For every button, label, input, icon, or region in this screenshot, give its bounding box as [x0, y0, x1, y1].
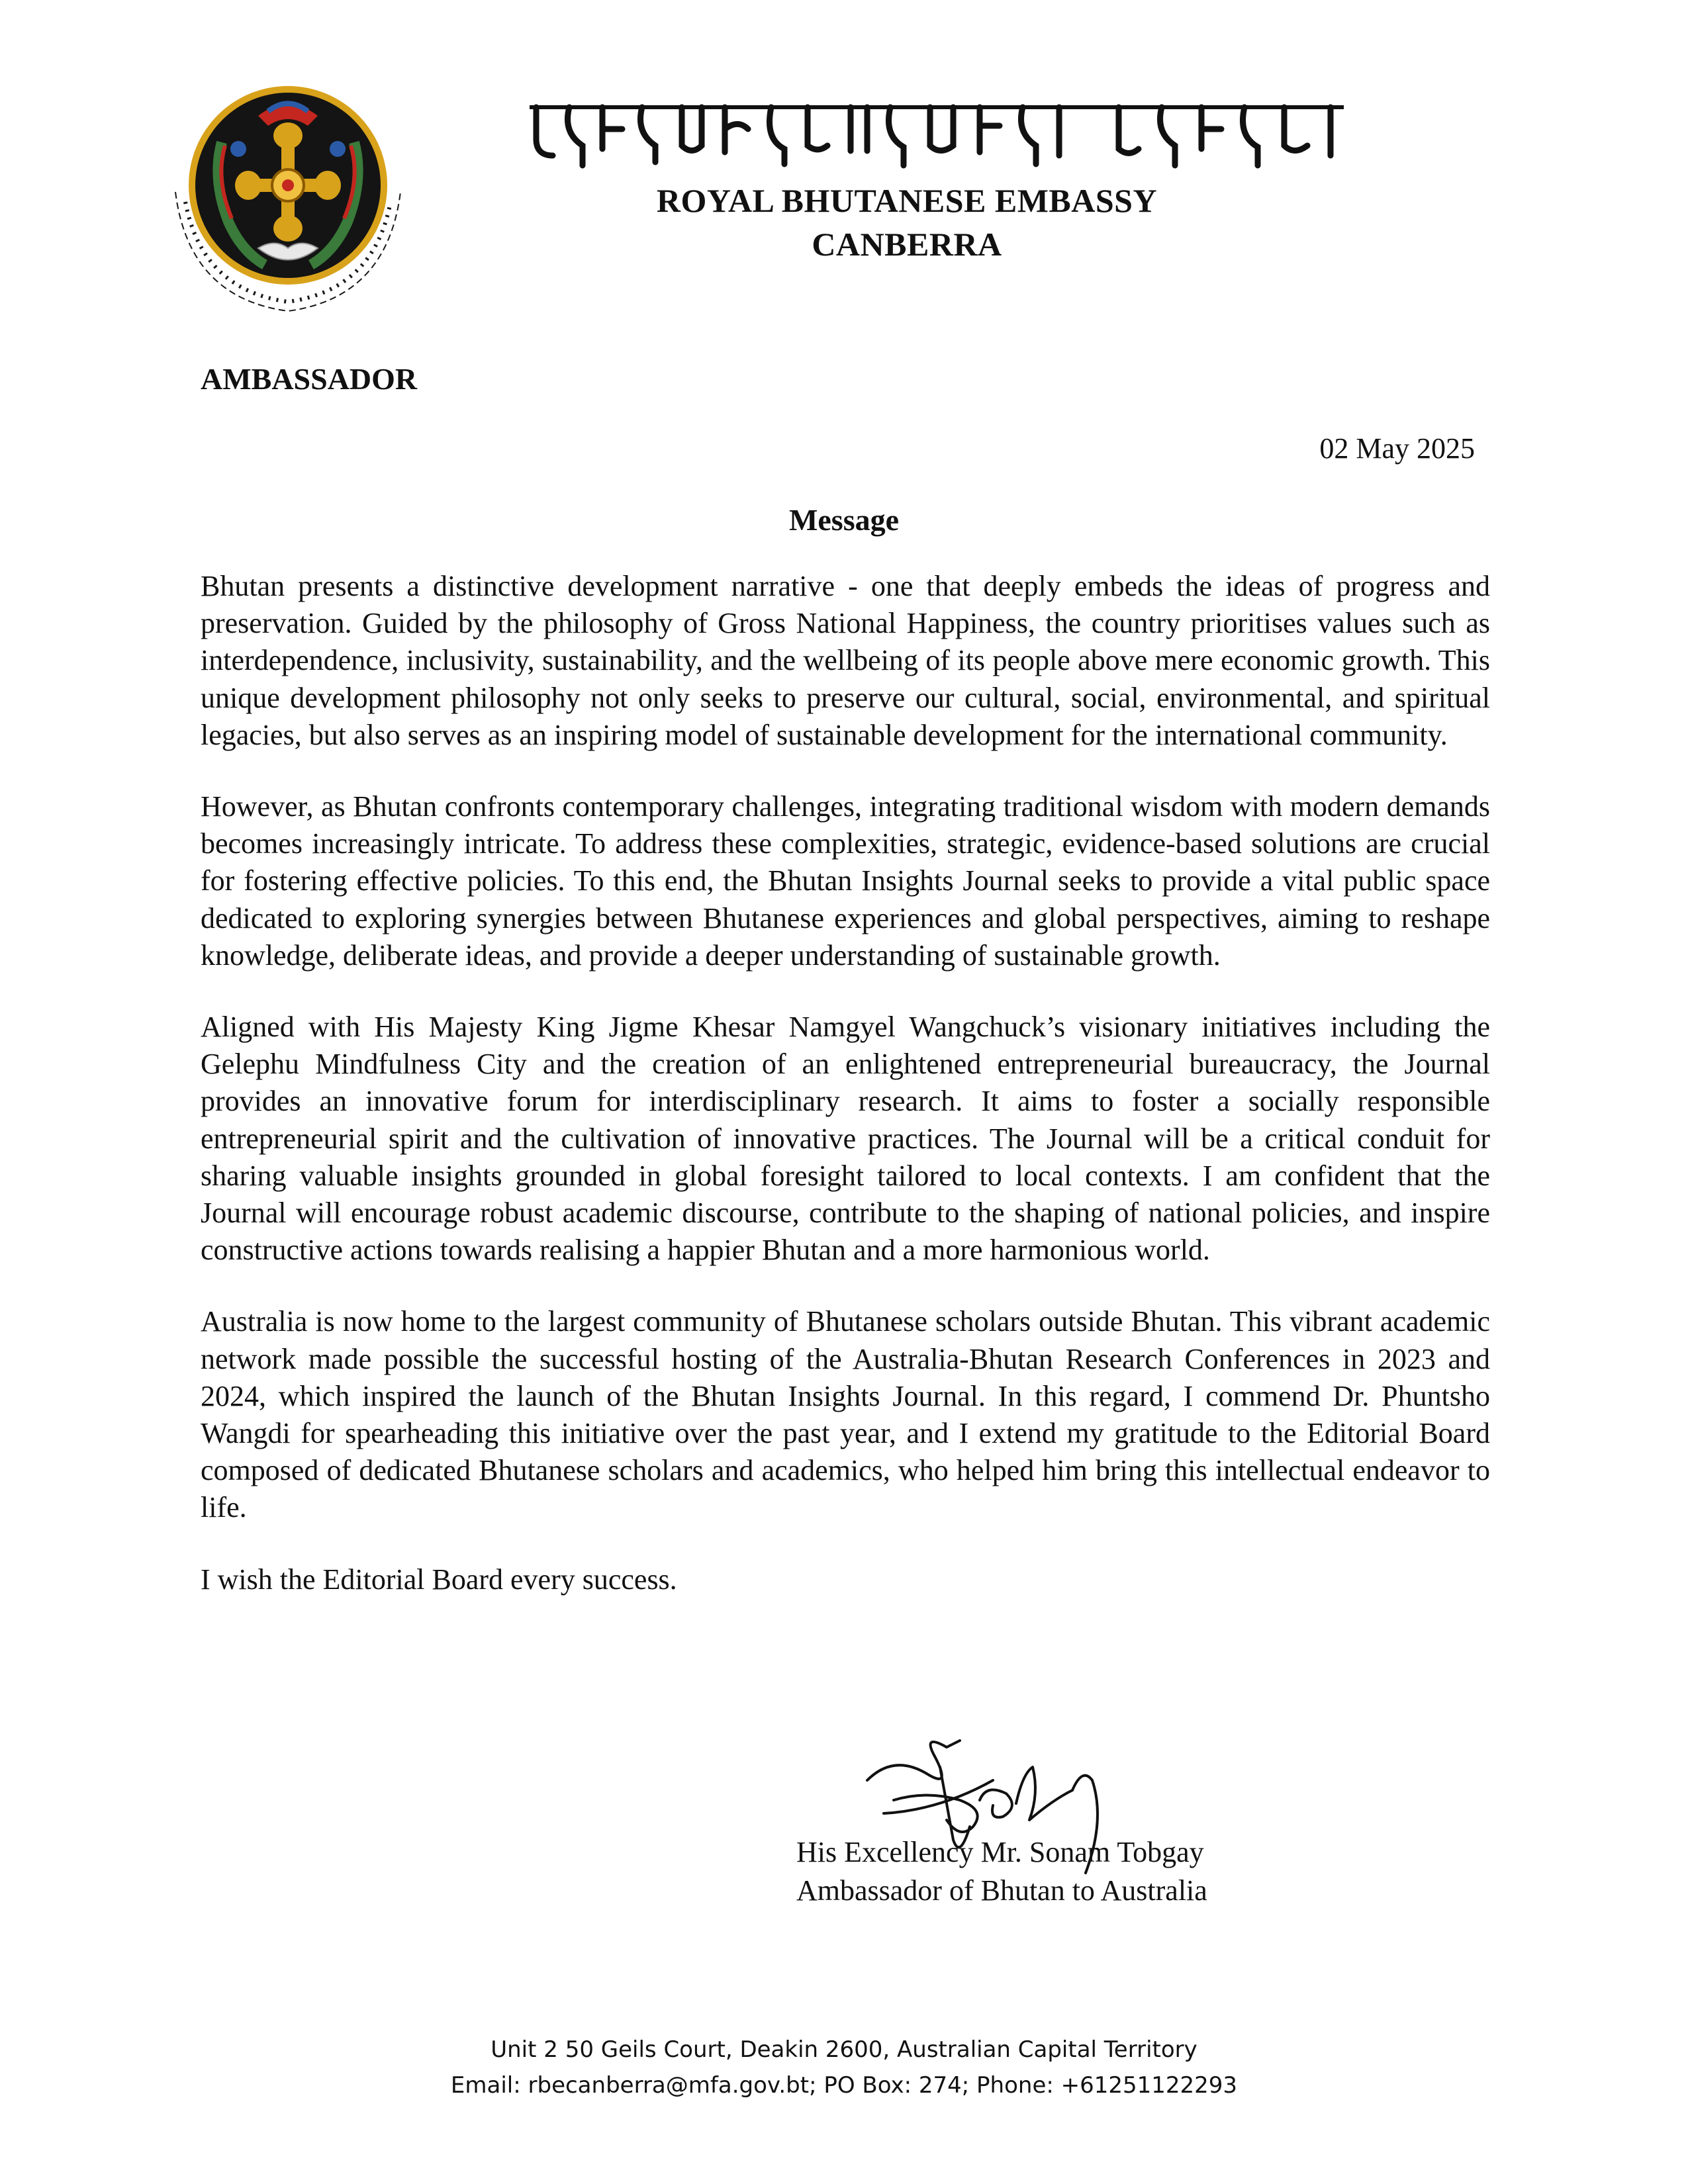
paragraph-4: Australia is now home to the largest community of Bhutanese scholars outside Bhutan. This vibrant academic network made possible the successful hosting of the Australia-Bhutan Research Conferences in 2023 and 2024, which inspired the launch of the Bhutan Insights Journal. In this regard, I commend Dr. Phuntsho Wangdi for spearheading this initiative over the past year, and I extend my gratitude to the Editorial Board composed of dedicated Bhutanese scholars and academics, who helped him bring this intellectual endeavor to life.	[201, 1305, 1490, 1524]
paragraph-2: However, as Bhutan confronts contemporary challenges, integrating traditional wisdom with modern demands becomes increasingly intricate. To address these complexities, strategic, evidence-based solutions are crucial for fostering effective policies. To this end, the Bhutan Insights Journal seeks to provide a vital public space dedicated to exploring synergies between Bhutanese experiences and global perspectives, aiming to reshape knowledge, deliberate ideas, and provide a deeper understanding of sustainable growth.	[201, 790, 1490, 972]
message-body	[201, 568, 1490, 1633]
message-heading: Message	[788, 503, 900, 537]
footer-contact: Email: rbecanberra@mfa.gov.bt; PO Box: 274; Phone: +61251122293	[450, 2072, 1238, 2099]
signatory-title: Ambassador of Bhutan to Australia	[796, 1874, 1207, 1907]
signatory-block	[796, 1833, 1207, 1910]
embassy-name-line1: ROYAL BHUTANESE EMBASSY	[656, 182, 1158, 219]
dzongkha-title	[523, 93, 1350, 172]
dzongkha-title-script	[523, 93, 1350, 172]
footer-address: Unit 2 50 Geils Court, Deakin 2600, Australian Capital Territory	[491, 2036, 1197, 2063]
embassy-name-line2: CANBERRA	[812, 226, 1002, 263]
national-emblem-icon	[149, 79, 427, 338]
office-label: AMBASSADOR	[201, 362, 418, 396]
embassy-name	[543, 179, 1271, 266]
footer	[0, 2032, 1688, 2103]
national-emblem	[149, 79, 427, 338]
signatory-name: His Excellency Mr. Sonam Tobgay	[796, 1836, 1204, 1868]
letter-date: 02 May 2025	[1319, 432, 1475, 465]
paragraph-1: Bhutan presents a distinctive development narrative - one that deeply embeds the ideas of progress and preservation. Guided by the philosophy of Gross National Happiness, the country prioritises values such as interdependence, inclusivity, sustainability, and the wellbeing of its people above mere economic growth. This unique development philosophy not only seeks to preserve our cultural, social, environmental, and spiritual legacies, but also serves as an inspiring model of sustainable development for the international community.	[201, 570, 1490, 751]
closing-line: I wish the Editorial Board every success.	[201, 1563, 677, 1596]
paragraph-3: Aligned with His Majesty King Jigme Khesar Namgyel Wangchuck’s visionary initiatives including the Gelephu Mindfulness City and the creation of an enlightened entrepreneurial bureaucracy, the Journal provides an innovative forum for interdisciplinary research. It aims to foster a socially responsible entrepreneurial spirit and the cultivation of innovative practices. The Journal will be a critical conduit for sharing valuable insights grounded in global foresight tailored to local contexts. I am confident that the Journal will encourage robust academic discourse, contribute to the shaping of national policies, and inspire constructive actions towards realising a happier Bhutan and a more harmonious world.	[201, 1011, 1490, 1267]
